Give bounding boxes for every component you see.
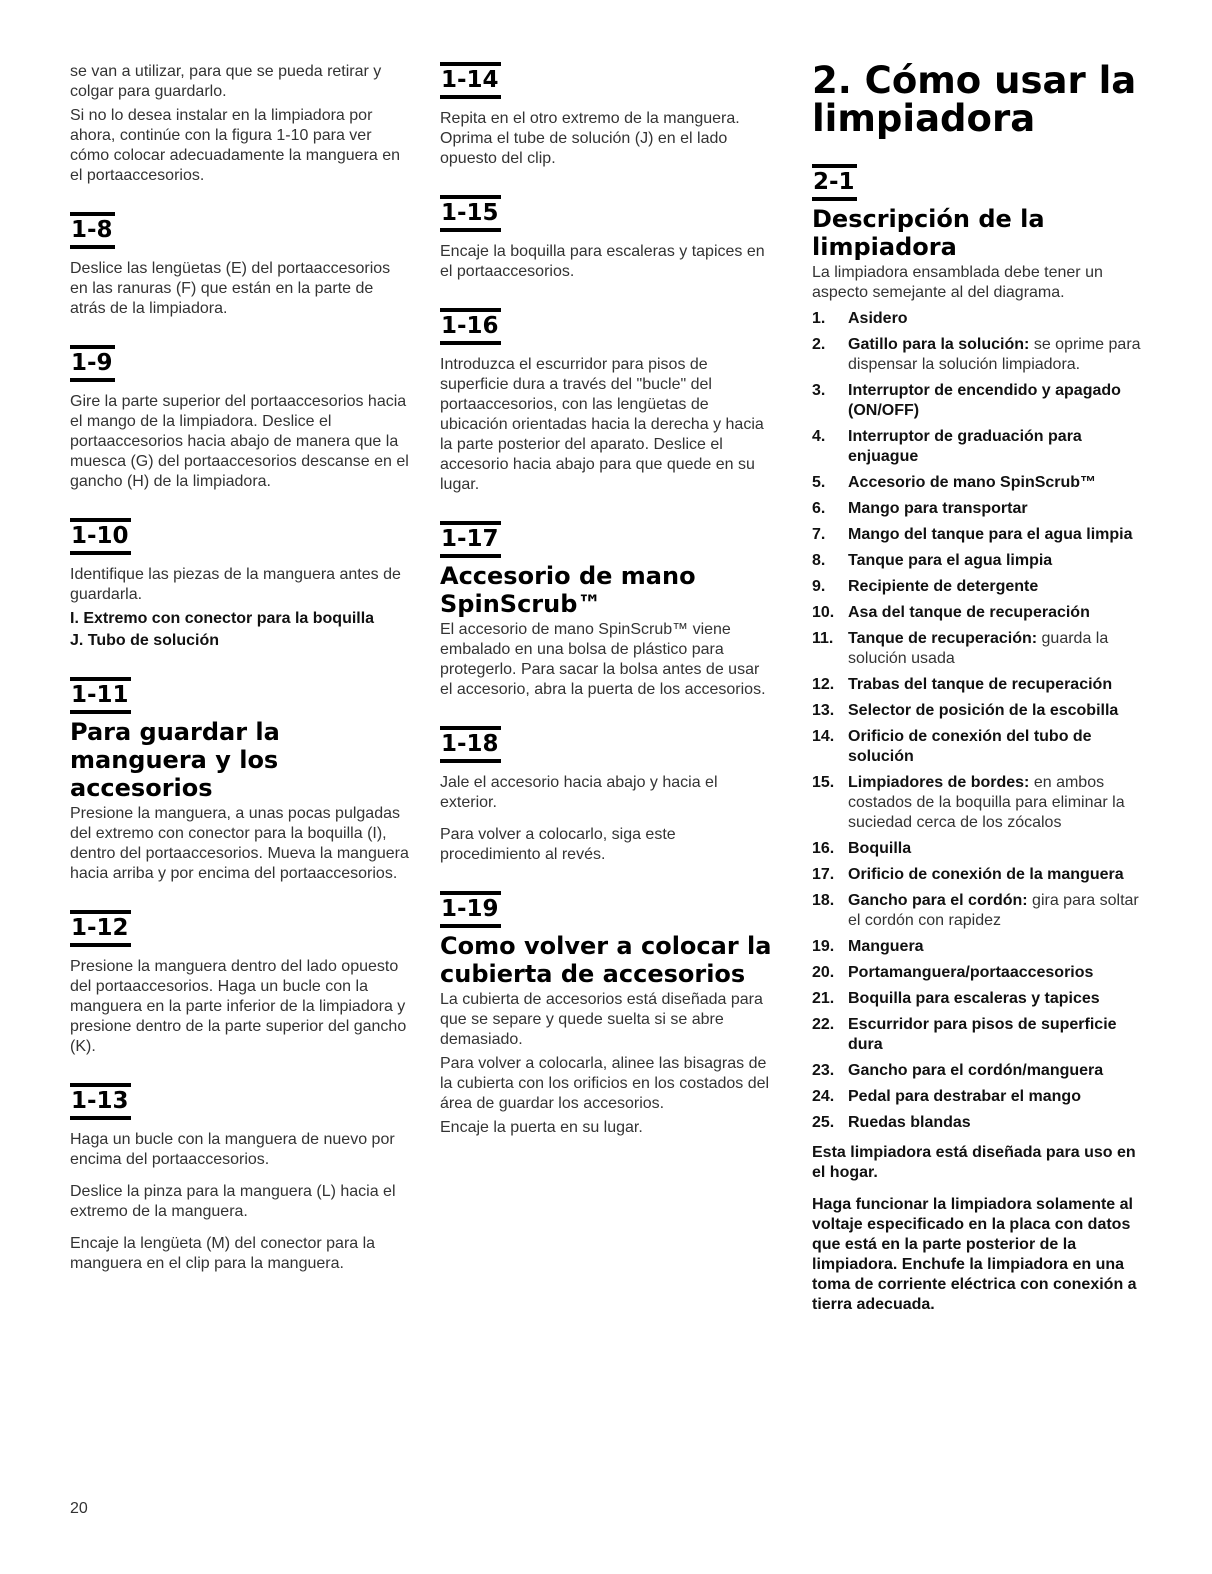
part-text bbox=[848, 427, 1147, 467]
part-item bbox=[812, 727, 1147, 767]
part-text bbox=[848, 1061, 1147, 1081]
part-item bbox=[812, 335, 1147, 375]
step-text: Haga un bucle con la manguera de nuevo por encima del portaaccesorios. bbox=[70, 1131, 395, 1168]
step-text: Repita en el otro extremo de la manguera. Oprima el tube de solución (J) en el lado opuesto del clip. bbox=[440, 110, 740, 167]
intro-paragraph: se van a utilizar, para que se pueda retirar y colgar para guardarlo. bbox=[70, 63, 382, 100]
hose-part-item: J. Tubo de solución bbox=[70, 632, 220, 649]
part-item bbox=[812, 701, 1147, 721]
part-item bbox=[812, 1087, 1147, 1107]
part-label: Orificio de conexión de la manguera bbox=[848, 866, 1124, 883]
part-text bbox=[848, 1087, 1147, 1107]
part-number: 3. bbox=[812, 382, 826, 399]
hose-parts-list bbox=[70, 609, 410, 651]
intro-section bbox=[70, 62, 410, 186]
part-label: Boquilla bbox=[848, 840, 912, 857]
part-number: 24. bbox=[812, 1088, 835, 1105]
part-item bbox=[812, 499, 1147, 519]
part-item bbox=[812, 381, 1147, 421]
part-label: Selector de posición de la escobilla bbox=[848, 702, 1119, 719]
part-number: 18. bbox=[812, 892, 835, 909]
step-number: 1-13 bbox=[70, 1083, 131, 1120]
part-number: 25. bbox=[812, 1114, 835, 1131]
part-text bbox=[848, 603, 1147, 623]
step-text: Introduzca el escurridor para pisos de superficie dura a través del "bucle" del portaaccesorios, con las lengüetas de ubicación orientadas hacia la derecha y hacia la parte posterior del aparato. Deslice el accesorio hacia abajo para que quede en su lugar. bbox=[440, 356, 764, 493]
step-text: Encaje la boquilla para escaleras y tapices en el portaaccesorios. bbox=[440, 243, 765, 280]
part-label: Gancho para el cordón: bbox=[848, 892, 1028, 909]
part-item bbox=[812, 525, 1147, 545]
part-text bbox=[848, 727, 1147, 767]
part-text bbox=[848, 701, 1147, 721]
step-title: Accesorio de mano SpinScrub™ bbox=[440, 562, 696, 618]
part-item bbox=[812, 629, 1147, 669]
part-number: 1. bbox=[812, 310, 826, 327]
part-item bbox=[812, 1061, 1147, 1081]
step-number: 1-16 bbox=[440, 308, 501, 345]
part-text bbox=[848, 989, 1147, 1009]
safety-notes bbox=[812, 1143, 1147, 1315]
step-text: Deslice las lengüetas (E) del portaaccesorios en las ranuras (F) que están en la parte de atrás de la limpiadora. bbox=[70, 260, 391, 317]
step-text: Encaje la puerta en su lugar. bbox=[440, 1119, 643, 1136]
step-text: Para volver a colocarla, alinee las bisagras de la cubierta con los orificios en los costados del área de guardar los accesorios. bbox=[440, 1055, 770, 1112]
part-label: Pedal para destrabar el mango bbox=[848, 1088, 1081, 1105]
part-number: 13. bbox=[812, 702, 835, 719]
column-right bbox=[812, 59, 1147, 1327]
step-1-14 bbox=[440, 62, 775, 169]
part-number: 19. bbox=[812, 938, 835, 955]
step-number: 1-17 bbox=[440, 521, 501, 558]
part-item bbox=[812, 839, 1147, 859]
part-label: Mango del tanque para el agua limpia bbox=[848, 526, 1133, 543]
part-item bbox=[812, 577, 1147, 597]
step-1-9 bbox=[70, 345, 410, 492]
part-number: 14. bbox=[812, 728, 835, 745]
step-1-15 bbox=[440, 195, 775, 282]
step-number: 1-18 bbox=[440, 726, 501, 763]
page-number: 20 bbox=[70, 1500, 88, 1517]
part-number: 12. bbox=[812, 676, 835, 693]
part-text bbox=[848, 865, 1147, 885]
part-number: 15. bbox=[812, 774, 835, 791]
part-item bbox=[812, 675, 1147, 695]
part-text bbox=[848, 577, 1147, 597]
part-text bbox=[848, 473, 1147, 493]
step-text: Encaje la lengüeta (M) del conector para la manguera en el clip para la manguera. bbox=[70, 1235, 376, 1272]
part-label: Orificio de conexión del tubo de solución bbox=[848, 728, 1092, 765]
part-label: Boquilla para escaleras y tapices bbox=[848, 990, 1100, 1007]
intro-paragraph: Si no lo desea instalar en la limpiadora por ahora, continúe con la figura 1-10 para ver cómo colocar adecuadamente la manguera en el portaaccesorios. bbox=[70, 107, 400, 184]
part-text bbox=[848, 499, 1147, 519]
column-left bbox=[70, 62, 410, 1278]
step-1-17 bbox=[440, 521, 775, 700]
step-1-11 bbox=[70, 677, 410, 884]
step-text: Deslice la pinza para la manguera (L) hacia el extremo de la manguera. bbox=[70, 1183, 396, 1220]
step-text: El accesorio de mano SpinScrub™ viene embalado en una bolsa de plástico para protegerlo. Para sacar la bolsa antes de usar el accesorio, abra la puerta de los accesorios. bbox=[440, 621, 766, 698]
part-text bbox=[848, 309, 1147, 329]
part-number: 23. bbox=[812, 1062, 835, 1079]
part-item bbox=[812, 1113, 1147, 1133]
step-1-8 bbox=[70, 212, 410, 319]
step-text: Para volver a colocarlo, siga este procedimiento al revés. bbox=[440, 826, 676, 863]
part-label: Trabas del tanque de recuperación bbox=[848, 676, 1113, 693]
step-1-13 bbox=[70, 1083, 410, 1274]
part-text bbox=[848, 551, 1147, 571]
step-text: Jale el accesorio hacia abajo y hacia el exterior. bbox=[440, 774, 718, 811]
step-text: La limpiadora ensamblada debe tener un aspecto semejante al del diagrama. bbox=[812, 264, 1103, 301]
part-label: Interruptor de graduación para enjuague bbox=[848, 428, 1082, 465]
part-number: 20. bbox=[812, 964, 835, 981]
part-description: en ambos costados de la boquilla para eliminar la suciedad cerca de los zócalos bbox=[848, 774, 1125, 831]
part-item bbox=[812, 937, 1147, 957]
part-text bbox=[848, 629, 1147, 669]
part-number: 9. bbox=[812, 578, 826, 595]
step-number: 1-11 bbox=[70, 677, 131, 714]
part-text bbox=[848, 381, 1147, 421]
part-number: 5. bbox=[812, 474, 826, 491]
part-label: Escurridor para pisos de superficie dura bbox=[848, 1016, 1117, 1053]
step-text: Identifique las piezas de la manguera antes de guardarla. bbox=[70, 566, 401, 603]
part-item bbox=[812, 309, 1147, 329]
part-label: Tanque de recuperación: bbox=[848, 630, 1038, 647]
part-label: Asa del tanque de recuperación bbox=[848, 604, 1090, 621]
step-number: 1-15 bbox=[440, 195, 501, 232]
part-number: 10. bbox=[812, 604, 835, 621]
part-label: Portamanguera/portaaccesorios bbox=[848, 964, 1094, 981]
part-label: Accesorio de mano SpinScrub™ bbox=[848, 474, 1097, 491]
parts-list bbox=[812, 309, 1147, 1133]
part-text bbox=[848, 937, 1147, 957]
step-number: 1-14 bbox=[440, 62, 501, 99]
part-number: 11. bbox=[812, 630, 834, 647]
part-label: Limpiadores de bordes: bbox=[848, 774, 1030, 791]
part-description: guarda la solución usada bbox=[848, 630, 1109, 667]
step-1-18 bbox=[440, 726, 775, 865]
chapter-title: 2. Cómo usar la limpiadora bbox=[812, 59, 1137, 140]
part-item bbox=[812, 865, 1147, 885]
step-text: Presione la manguera, a unas pocas pulgadas del extremo con conector para la boquilla (I), dentro del portaaccesorios. Mueva la manguera hacia arriba y por encima del portaaccesorios. bbox=[70, 805, 409, 882]
step-number: 1-12 bbox=[70, 910, 131, 947]
step-title: Para guardar la manguera y los accesorios bbox=[70, 718, 280, 802]
part-number: 4. bbox=[812, 428, 826, 445]
part-item bbox=[812, 427, 1147, 467]
note-voltage: Haga funcionar la limpiadora solamente al voltaje especificado en la placa con datos que está en la parte posterior de la limpiadora. Enchufe la limpiadora en una toma de corriente eléctrica con conexión a tierra adecuada. bbox=[812, 1196, 1137, 1313]
part-item bbox=[812, 1015, 1147, 1055]
part-label: Tanque para el agua limpia bbox=[848, 552, 1053, 569]
part-label: Ruedas blandas bbox=[848, 1114, 971, 1131]
part-item bbox=[812, 773, 1147, 833]
part-label: Manguera bbox=[848, 938, 924, 955]
part-text bbox=[848, 335, 1147, 375]
part-number: 16. bbox=[812, 840, 835, 857]
part-item bbox=[812, 473, 1147, 493]
part-number: 8. bbox=[812, 552, 826, 569]
step-1-12 bbox=[70, 910, 410, 1057]
part-label: Asidero bbox=[848, 310, 908, 327]
part-label: Interruptor de encendido y apagado (ON/OFF) bbox=[848, 382, 1121, 419]
part-text bbox=[848, 525, 1147, 545]
step-text: Gire la parte superior del portaaccesorios hacia el mango de la limpiadora. Deslice el portaaccesorios hacia abajo de manera que la muesca (G) del portaaccesorios descanse en el gancho (H) de la limpiadora. bbox=[70, 393, 409, 490]
part-text bbox=[848, 1113, 1147, 1133]
part-label: Gancho para el cordón/manguera bbox=[848, 1062, 1104, 1079]
part-text bbox=[848, 891, 1147, 931]
step-2-1 bbox=[812, 164, 1147, 303]
step-title: Descripción de la limpiadora bbox=[812, 205, 1045, 261]
step-number: 1-10 bbox=[70, 518, 131, 555]
note-home-use: Esta limpiadora está diseñada para uso en el hogar. bbox=[812, 1144, 1136, 1181]
part-label: Recipiente de detergente bbox=[848, 578, 1039, 595]
part-description: gira para soltar el cordón con rapidez bbox=[848, 892, 1139, 929]
part-item bbox=[812, 551, 1147, 571]
part-item bbox=[812, 603, 1147, 623]
part-label: Mango para transportar bbox=[848, 500, 1028, 517]
part-item bbox=[812, 989, 1147, 1009]
part-number: 22. bbox=[812, 1016, 835, 1033]
part-item bbox=[812, 891, 1147, 931]
part-text bbox=[848, 773, 1147, 833]
part-label: Gatillo para la solución: bbox=[848, 336, 1030, 353]
part-text bbox=[848, 675, 1147, 695]
step-number: 1-19 bbox=[440, 891, 501, 928]
part-number: 6. bbox=[812, 500, 826, 517]
part-number: 17. bbox=[812, 866, 835, 883]
part-text bbox=[848, 839, 1147, 859]
part-number: 2. bbox=[812, 336, 826, 353]
step-title: Como volver a colocar la cubierta de accesorios bbox=[440, 932, 772, 988]
part-item bbox=[812, 963, 1147, 983]
step-1-16 bbox=[440, 308, 775, 495]
part-text bbox=[848, 963, 1147, 983]
step-number: 1-9 bbox=[70, 345, 115, 382]
part-description: se oprime para dispensar la solución limpiadora. bbox=[848, 336, 1141, 373]
hose-part-item: I. Extremo con conector para la boquilla bbox=[70, 610, 375, 627]
step-number: 2-1 bbox=[812, 164, 857, 201]
step-text: La cubierta de accesorios está diseñada para que se separe y quede suelta si se abre demasiado. bbox=[440, 991, 763, 1048]
part-number: 7. bbox=[812, 526, 826, 543]
step-1-19 bbox=[440, 891, 775, 1138]
step-1-10 bbox=[70, 518, 410, 651]
step-number: 1-8 bbox=[70, 212, 115, 249]
step-text: Presione la manguera dentro del lado opuesto del portaaccesorios. Haga un bucle con la manguera en la parte inferior de la limpiadora y presione dentro de la parte superior del gancho (K). bbox=[70, 958, 407, 1055]
part-text bbox=[848, 1015, 1147, 1055]
column-middle bbox=[440, 62, 775, 1142]
part-number: 21. bbox=[812, 990, 835, 1007]
